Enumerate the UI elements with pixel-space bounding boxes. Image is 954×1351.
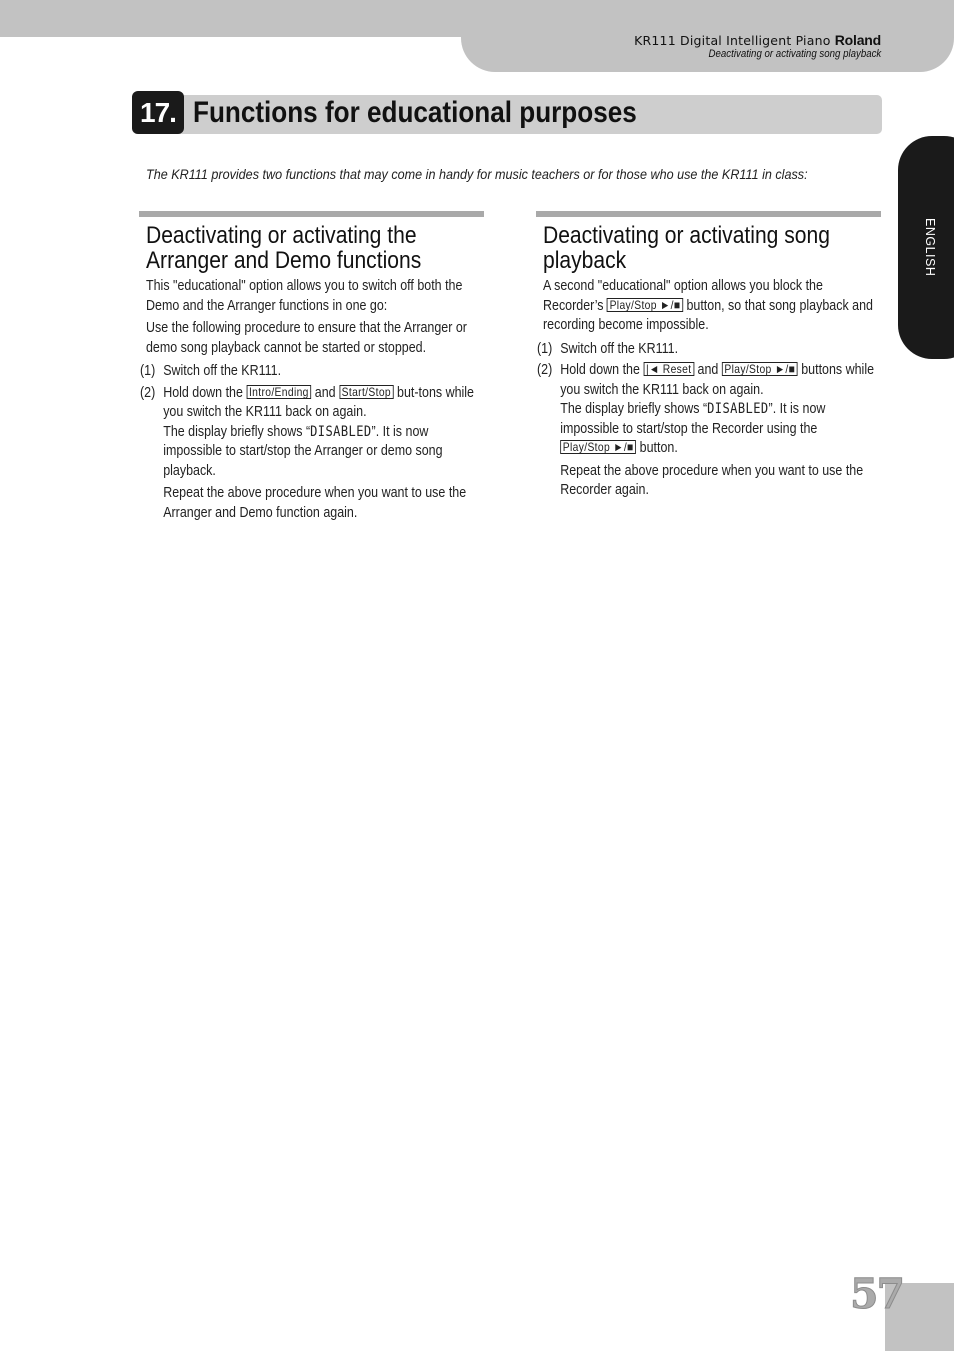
repeat-note: Repeat the above procedure when you want to use the Recorder again. — [560, 462, 864, 498]
step-text-part: buttons while you switch the KR111 back on again. — [560, 362, 875, 398]
step-2 — [537, 361, 874, 400]
paragraph-part: button, so that song playback and recording become impossible. — [543, 297, 873, 333]
paragraph: Use the following procedure to ensure that the Arranger or demo song playback cannot be started or stopped. — [146, 320, 467, 356]
step-1 — [140, 362, 477, 382]
step-number: (1) — [536, 340, 553, 357]
section-title: Deactivating or activating song playback — [543, 222, 830, 274]
right-section — [536, 211, 881, 501]
note-text-part: button. — [639, 440, 678, 456]
section-title: Deactivating or activating the Arranger and Demo functions — [146, 222, 422, 274]
note-text-part: The display briefly shows “ — [560, 401, 708, 417]
intro-ending-key: Intro/Ending — [246, 385, 311, 399]
step-text-part: and — [314, 384, 336, 401]
step-text-part: Hold down the — [163, 384, 243, 401]
page-number: 57 — [850, 1270, 904, 1318]
paragraph-part: A second "educational" option allows you block the Recorder’s — [543, 278, 823, 314]
lcd-message: DISABLED — [310, 423, 372, 440]
paragraph — [543, 277, 874, 336]
display-note — [560, 400, 874, 459]
chapter-title: Functions for educational purposes — [193, 96, 637, 129]
chapter-number: 17. — [132, 91, 184, 134]
section-intro — [139, 277, 477, 523]
step-2 — [140, 384, 477, 423]
header-brand: Roland — [834, 32, 881, 48]
step-text-part: Hold down the — [560, 362, 640, 378]
header-title — [634, 32, 881, 48]
step-1 — [537, 340, 874, 360]
note-text-part: ”. It is now impossible to start/stop the Arranger or demo song playback. — [163, 423, 443, 479]
section-rule — [536, 211, 881, 217]
header-subtitle: Deactivating or activating song playback — [708, 48, 881, 60]
intro-text: The KR111 provides two functions that may come in handy for music teachers or for those who use the KR111 in class: — [146, 166, 808, 182]
step-number: (2) — [536, 362, 553, 378]
repeat-note: Repeat the above procedure when you want to use the Arranger and Demo function again. — [163, 485, 467, 521]
header-product: KR111 Digital Intelligent Piano — [634, 33, 831, 48]
step-number: (2) — [139, 384, 156, 401]
step-text-part: but-tons while you switch the KR111 back on again. — [163, 384, 474, 420]
step-number: (1) — [139, 363, 156, 379]
note-text-part: ”. It is now impossible to start/stop the Recorder using the — [560, 401, 826, 437]
language-tab-label: ENGLISH — [923, 218, 937, 277]
start-stop-key: Start/Stop — [339, 385, 394, 399]
running-header — [461, 0, 954, 72]
lcd-message: DISABLED — [707, 401, 769, 417]
step-text — [560, 361, 874, 400]
section-rule — [139, 211, 484, 217]
reset-key: |◄ Reset — [643, 362, 694, 376]
note-text-part: The display briefly shows “ — [163, 423, 311, 440]
display-note — [163, 423, 477, 482]
step-text: Switch off the KR111. — [163, 363, 282, 379]
step-text: Switch off the KR111. — [560, 340, 679, 357]
step-text — [163, 384, 477, 423]
step-text-part: and — [697, 362, 719, 378]
left-section — [139, 211, 484, 523]
paragraph: This "educational" option allows you to switch off both the Demo and the Arranger functions in one go: — [146, 278, 463, 314]
play-stop-key: Play/Stop ►/■ — [607, 298, 683, 312]
play-stop-key: Play/Stop ►/■ — [722, 362, 798, 376]
section-intro — [536, 277, 875, 501]
play-stop-key: Play/Stop ►/■ — [560, 440, 636, 454]
